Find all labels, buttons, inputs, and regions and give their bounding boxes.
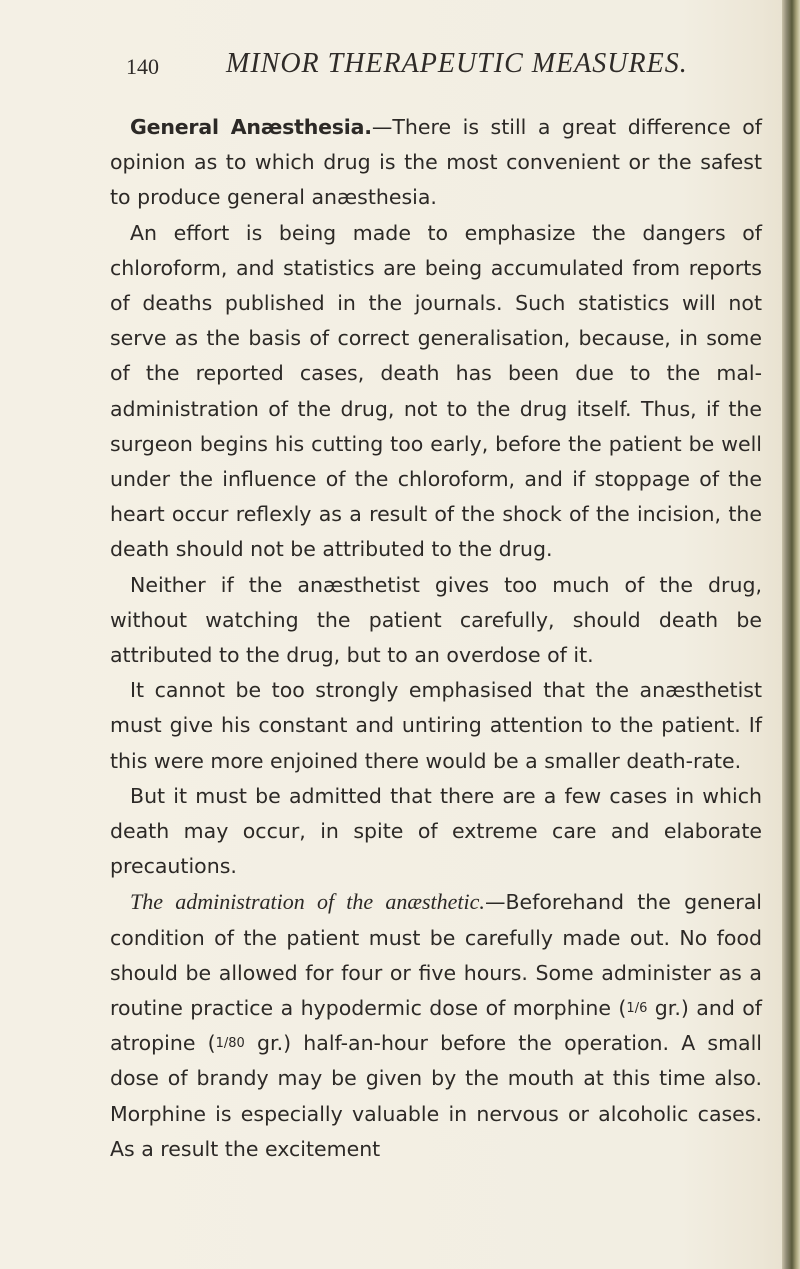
paragraph-text: It cannot be too strongly emphasised that the anæsthetist must give his constant and untiring attention to the patient. If this were more enjoined there would be a smaller death-rate. <box>110 678 762 773</box>
paragraph-chloroform-statistics <box>110 216 762 568</box>
paragraph-attention <box>110 673 762 779</box>
paragraph-text: An effort is being made to emphasize the dangers of chloroform, and statistics are being accumulated from reports of deaths published in the journals. Such statistics will not serve as the basis of correct generalisation, because, in some of the reported cases, death has been due to the mal-administration of the drug, not to the drug itself. Thus, if the surgeon begins his cutting too early, before the patient be well under the influence of the chloroform, and if stoppage of the heart occur reflexly as a result of the shock of the incision, the death should not be attributed to the drug. <box>110 220 762 562</box>
running-head <box>126 48 766 88</box>
paragraph-general-anaesthesia <box>110 110 762 216</box>
paragraph-text: But it must be admitted that there are a few cases in which death may occur, in spite of extreme care and elaborate precautions. <box>110 783 762 879</box>
paragraph-text: —Beforehand the general condition of the patient must be carefully made out. No food should be allowed for four or five hours. Some administer as a routine practice a hypodermic dose of morphine ( <box>110 890 762 1021</box>
section-heading-general-anaesthesia: General Anæsthesia. <box>130 115 372 139</box>
paragraph-text: gr.) and of atropine ( <box>110 996 763 1056</box>
page-number: 140 <box>126 54 159 79</box>
paragraph-precautions <box>110 779 762 885</box>
paragraph-text: Neither if the anæsthetist gives too much of the drug, without watching the patient carefully, should death be attributed to the drug, but to an overdose of it. <box>110 572 762 668</box>
running-head-title: MINOR THERAPEUTIC MEASURES. <box>226 48 688 79</box>
paragraph-text: gr.) half-an-hour before the operation. A small dose of brandy may be given by the mouth at this time also. Morphine is especially valuable in nervous or alcoholic cases. As a result the excitement <box>110 1031 763 1161</box>
fraction-atropine-dose: 1/80 <box>215 1036 245 1052</box>
body-text <box>110 110 762 1167</box>
paragraph-overdose <box>110 568 762 674</box>
fraction-morphine-dose: 1/6 <box>626 1001 648 1017</box>
paragraph-text: —There is still a great difference of opinion as to which drug is the most convenient or the safest to produce general anæsthesia. <box>110 115 762 210</box>
paragraph-administration <box>110 884 762 1167</box>
section-heading-administration: The administration of the anæsthetic. <box>130 889 485 915</box>
page-edge-shadow <box>782 0 800 1269</box>
